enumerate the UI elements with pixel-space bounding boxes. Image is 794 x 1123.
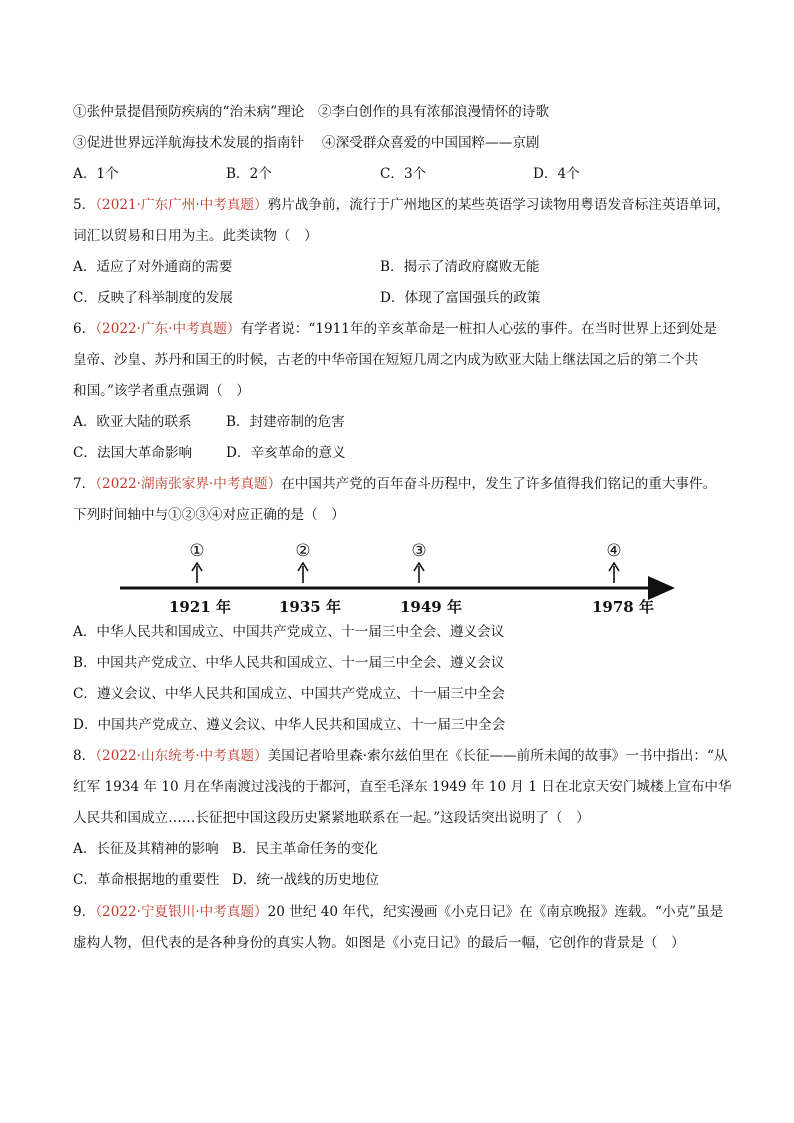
question-number: 6．: [73, 321, 96, 337]
q7-stem: [73, 474, 716, 494]
q7-option-d[interactable]: D．中国共产党成立、遵义会议、中华人民共和国成立、十一届三中全会: [73, 717, 506, 733]
question-source: （2022·湖南张家界·中考真题）: [95, 476, 282, 492]
question-text: 鸦片战争前，流行于广州地区的某些英语学习读物用粤语发音标注英语单词，: [267, 197, 730, 213]
q6-option-a[interactable]: A．欧亚大陆的联系: [73, 414, 192, 430]
timeline-year: 1921 年: [169, 598, 231, 616]
question-text: 在中国共产党的百年奋斗历程中，发生了许多值得我们铭记的重大事件。: [281, 476, 717, 492]
q7-option-c[interactable]: C．遵义会议、中华人民共和国成立、中国共产党成立、十一届三中全会: [73, 686, 505, 702]
timeline-marker: ④: [606, 541, 622, 561]
question-text: 20 世纪 40 年代，纪实漫画《小克日记》在《南京晚报》连载。“小克”虽是: [267, 904, 724, 920]
timeline-marker: ③: [411, 541, 427, 561]
q6-stem-line2: 皇帝、沙皇、苏丹和国王的时候，古老的中华帝国在短短几周之内成为欧亚大陆上继法国之后的第二个共: [73, 352, 699, 368]
q6-option-c[interactable]: C．法国大革命影响: [73, 445, 193, 461]
timeline-point-3: [400, 541, 462, 616]
q7-stem-line2: 下列时间轴中与①②③④对应正确的是（ ）: [73, 507, 345, 523]
question-number: 7．: [73, 476, 96, 492]
q8-stem-line3: 人民共和国成立……长征把中国这段历史紧紧地联系在一起。”这段话突出说明了（ ）: [73, 810, 590, 826]
question-text: 美国记者哈里森·索尔兹伯里在《长征——前所未闻的故事》一书中指出：“从: [267, 748, 728, 764]
q5-stem-line2: 词汇以贸易和日用为主。此类读物（ ）: [73, 228, 318, 244]
q4-option-b[interactable]: B．2个: [226, 166, 272, 182]
question-source: （2022·宁夏银川·中考真题）: [95, 904, 268, 920]
timeline-point-2: [279, 541, 341, 616]
timeline-year: 1978 年: [592, 598, 654, 616]
timeline-point-4: [592, 541, 654, 616]
q6-stem: [73, 319, 717, 339]
q8-option-a[interactable]: A．长征及其精神的影响: [73, 841, 219, 857]
question-source: （2021·广东广州·中考真题）: [95, 197, 268, 213]
q5-option-d[interactable]: D．体现了富国强兵的政策: [380, 290, 541, 306]
q8-option-c[interactable]: C．革命根据地的重要性: [73, 872, 220, 888]
q4-option-d[interactable]: D．4个: [533, 166, 580, 182]
q8-stem-line2: 红军 1934 年 10 月在华南渡过浅浅的于都河，直至毛泽东 1949 年 10 月 1 日在北京天安门城楼上宣布中华: [73, 779, 732, 795]
q6-stem-line3: 和国。”该学者重点强调（ ）: [73, 383, 250, 399]
q6-option-d[interactable]: D．辛亥革命的意义: [226, 445, 346, 461]
q9-stem-line2: 虚构人物，但代表的是各种身份的真实人物。如图是《小克日记》的最后一幅，它创作的背景是（ ）: [73, 935, 685, 951]
q5-option-a[interactable]: A．适应了对外通商的需要: [73, 259, 233, 275]
q5-option-c[interactable]: C．反映了科举制度的发展: [73, 290, 233, 306]
question-source: （2022·广东·中考真题）: [95, 321, 241, 337]
q4-option-a[interactable]: A．1个: [73, 166, 119, 182]
q4-items-row2: ③促进世界远洋航海技术发展的指南针 ④深受群众喜爱的中国国粹——京剧: [73, 135, 540, 151]
q7-option-b[interactable]: B．中国共产党成立、中华人民共和国成立、十一届三中全会、遵义会议: [73, 655, 505, 671]
question-text: 有学者说：“1911年的辛亥革命是一桩扣人心弦的事件。在当时世界上还到处是: [240, 321, 717, 337]
timeline-year: 1935 年: [279, 598, 341, 616]
q8-stem: [73, 746, 728, 766]
q7-option-a[interactable]: A．中华人民共和国成立、中国共产党成立、十一届三中全会、遵义会议: [73, 624, 505, 640]
timeline-year: 1949 年: [400, 598, 462, 616]
q5-option-b[interactable]: B．揭示了清政府腐败无能: [380, 259, 540, 275]
question-number: 5．: [73, 197, 96, 213]
q8-option-b[interactable]: B．民主革命任务的变化: [232, 841, 378, 857]
timeline-point-1: [169, 541, 231, 616]
timeline-marker: ②: [295, 541, 311, 561]
q5-stem: [73, 195, 730, 215]
question-number: 9．: [73, 904, 96, 920]
q8-option-d[interactable]: D．统一战线的历史地位: [232, 872, 379, 888]
question-number: 8．: [73, 748, 96, 764]
q6-option-b[interactable]: B．封建帝制的危害: [226, 414, 345, 430]
timeline-marker: ①: [189, 541, 205, 561]
q9-stem: [73, 902, 723, 922]
question-source: （2022·山东统考·中考真题）: [95, 748, 268, 764]
q4-items-row1: ①张仲景提倡预防疾病的“治未病”理论 ②李白创作的具有浓郁浪漫情怀的诗歌: [73, 104, 550, 120]
q4-option-c[interactable]: C．3个: [380, 166, 427, 182]
timeline-figure: [120, 536, 680, 620]
